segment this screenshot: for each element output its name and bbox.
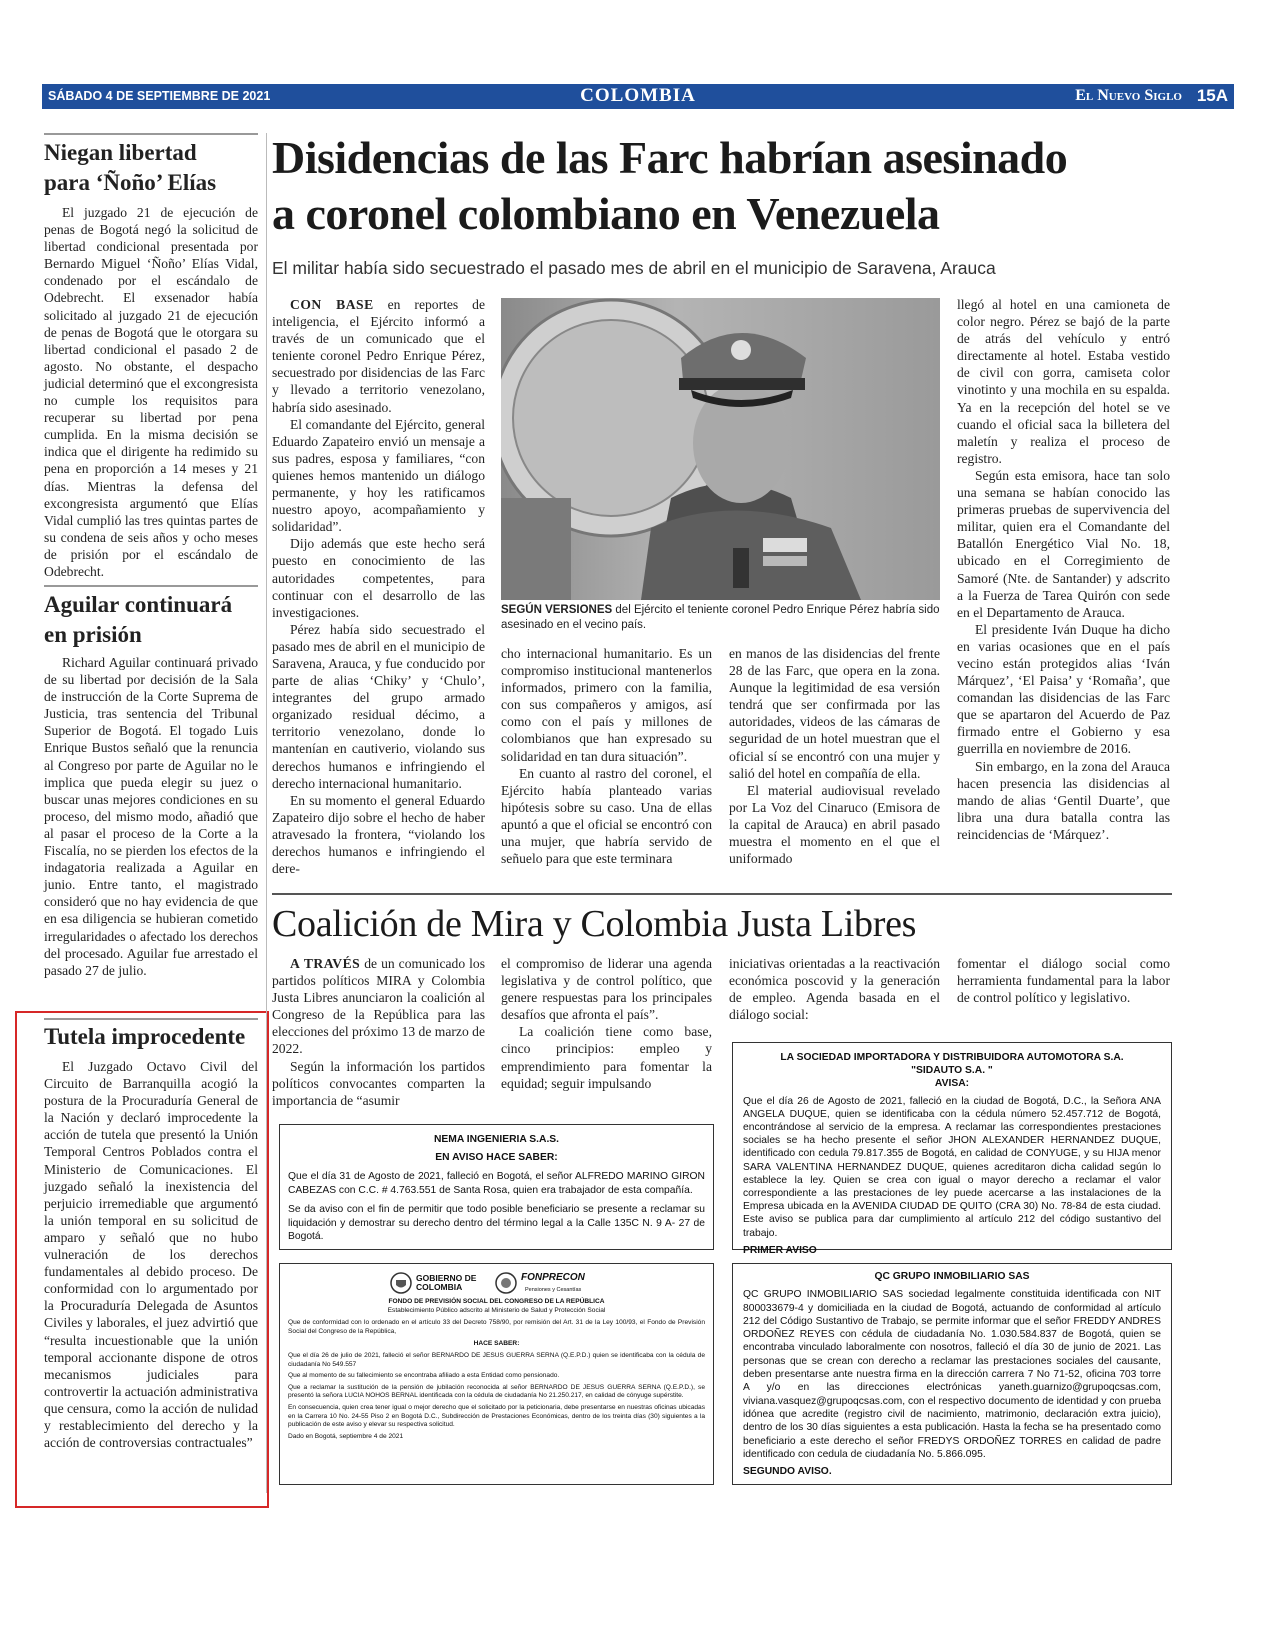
second-c1-p1 [272,955,485,1058]
column-divider [266,133,267,1493]
main-col3-p2: El material audiovisual revelado por La Voz del Cinaruco (Emisora de la capital de Arauca) en abril pasado muestra el momento en el que el uniformado [729,782,940,867]
logo-gobierno [390,1272,490,1296]
second-c4-p1: fomentar el diálogo social como herramienta fundamental para la labor de control político y legislativo. [957,956,1170,1006]
main-headline-line2: a coronel colombiano en Venezuela [272,188,940,239]
ad-nema [279,1124,714,1250]
header-section: COLOMBIA [580,85,696,106]
main-subhead: El militar había sido secuestrado el pasado mes de abril en el municipio de Saravena, Arauca [272,258,996,278]
ad-fonprecon-p6: Dado en Bogotá, septiembre 4 de 2021 [288,1432,404,1440]
caption-text: del Ejército el teniente coronel Pedro Enrique Pérez habría sido asesinado en el vecino país. [501,604,940,631]
photo-caption [501,603,940,633]
ad-qc-footer: SEGUNDO AVISO. [743,1466,832,1478]
main-col1-p2: El comandante del Ejército, general Eduardo Zapateiro envió un mensaje a sus padres, esposa y familiares, “con quienes hemos mantenido un diálogo permanente, y hoy les ratificamos nuestro apoyo, acompañamiento y solidaridad”. [272,416,485,535]
main-col3-p1: en manos de las disidencias del frente 28 de las Farc, que opera en la zona. Aunque la legitimidad de esa versión tendrá que ser confirmada por las autoridades, videos de las cámaras de seguridad de un hotel muestran que el oficial sí se encontró con una mujer y salió del hotel en compañía de ella. [729,646,940,781]
main-col-4 [957,296,1170,843]
caption-lead: SEGÚN VERSIONES [501,604,613,616]
ad-nema-title: NEMA INGENIERIA S.A.S. [433,1134,560,1145]
logo-gobierno-text: GOBIERNO DE COLOMBIA [416,1273,477,1292]
ad-nema-p2: Se da aviso con el fin de permitir que todo posible beneficiario se presente a reclamar su liquidación y demostrar su derecho dentro del término legal a la Calle 135C N. 9 A- 27 de Bogotá. [288,1204,705,1242]
logo-fonprecon-sub: Pensiones y Cesantías [525,1287,582,1293]
ad-qc [732,1263,1172,1485]
sidebar-2-title [44,590,258,650]
gobierno-shield-icon [390,1272,412,1294]
sidebar-3-title: Tutela improcedente [44,1024,246,1049]
main-col-2 [501,645,712,867]
main-col1-p4: Pérez había sido secuestrado el pasado mes de abril en el municipio de Saravena, Arauca, y fue conducido por parte de alias ‘Chiky’ y ‘Chulo’, integrantes del grupo armado organizado residual décimo, a territorio venezolano, donde lo mantenían en cautiverio, violando sus derechos humanos e infringiendo el derecho internacional humanitario. [272,621,485,791]
ad-fonprecon-p5: En consecuencia, quien crea tener igual o mejor derecho que el solicitado por la peticionaria, debe presentarse en nuestras oficinas ubicadas en la Carrera 10 No. 24-55 Piso 2 en Bogotá D.C., Subdirección de Prestaciones Económicas, dentro de los treinta días (30) siguientes a la publicación de este aviso y elevar su respectiva solicitud. [288,1403,705,1429]
main-col4-p1: llegó al hotel en una camioneta de color negro. Pérez se bajó de la parte de atrás del vehículo y entró directamente al hotel. Estaba vestido de civil con gorra, camiseta color vinotinto y una mochila en su espalda. Ya en la recepción del hotel se ve cuando el oficial saca la billetera del maletín y realiza el proceso de registro. [957,297,1170,466]
main-col1-p1-text: en reportes de inteligencia, el Ejército informó a través de un comunicado que el teniente coronel Pedro Enrique Pérez, secuestrado por disidencias de las Farc y llevado a territorio venezolano, habría sido asesinado. [272,297,486,415]
main-headline [272,130,1232,242]
logo-fonprecon [495,1272,605,1296]
sidebar-rule-2 [44,585,258,587]
main-col1-p5: En su momento el general Eduardo Zapateiro dijo sobre el hecho de haber atravesado la frontera, “violando los derechos humanos e infringiendo el dere- [272,792,485,877]
article-separator [272,893,1172,895]
header-date: SÁBADO 4 DE SEPTIEMBRE DE 2021 [48,89,271,103]
ad-sidauto-body: Que el día 26 de Agosto de 2021, falleció en la ciudad de Bogotá, D.C., la Señora ANA ANGELA DUQUE, quien se identificaba con la cédula número 52.457.712 de Bogotá, encontrándose al servicio de la empresa. A reclamar las correspondientes prestaciones sociales se ha hecho presente el señor JHON ALEXANDER HERNANDEZ DUQUE, identificado con cedula 79.817.355 de Bogotá, en calidad de CONYUGE, y su HIJA menor SARA VALENTINA HERNANDEZ DUQUE, quienes acreditaron dicha calidad según lo establece la ley. Quien se crea con igual o mayor derecho a reclamar el valor correspondiente a las prestaciones de ley puede acercarse a las instalaciones de la Empresa ubicada en la AVENIDA CIUDAD DE QUITO (CRA 30) No. 78-84 de esta ciudad. Este aviso se publica para dar cumplimiento al artículo 212 del código sustantivo del trabajo. [743,1095,1161,1239]
sidebar-1-text: El juzgado 21 de ejecución de penas de Bogotá negó la solicitud de libertad condicional presentada por Bernardo Miguel ‘Ñoño’ Elías Vidal, condenado por el escándalo de Odebrecht. El exsenador había solicitado al juzgado 21 de ejecución de penas de Bogotá que le otorgara su libertad condicional el pasado 2 de agosto. No obstante, el despacho judicial determinó que el excongresista no cumple los requisitos para recuperar su libertad por pena cumplida. En la misma decisión se indica que el dirigente ha redimido su pena en proporción a 14 meses y 21 días. Mientras la defensa del excongresista argumentó que Elías Vidal cumplió las tres quintas partes de su condena de seis años y ocho meses de prisión por el escándalo de Odebrecht. [44,205,258,579]
sidebar-1-body [44,204,258,580]
main-col2-p1: cho internacional humanitario. Es un compromiso institucional mantenerlos informados, primero con la familia, con sus compañeros y amigos, así como con el país y millones de colombianos que han expresado su solidaridad en tan dura situación”. [501,646,712,764]
main-col2-p2: En cuanto al rastro del coronel, el Ejército había planteado varias hipótesis sobre su caso. Una de ellas apuntó a que el oficial se encontró con una mujer, que habría servido de señuelo para que este terminara [501,765,712,867]
sidebar-3-body [44,1058,258,1451]
sidebar-rule-top [44,133,258,135]
ad-sidauto-avisa: AVISA: [934,1078,970,1090]
second-c1-p1-text: de un comunicado los partidos políticos MIRA y Colombia Justa Libres anunciaron la coalición al Congreso de la República para las elecciones del próximo 13 de marzo de 2022. [272,956,485,1057]
ad-fonprecon-subtitle: Establecimiento Público adscrito al Ministerio de Salud y Protección Social [387,1306,606,1314]
sidebar-2-text: Richard Aguilar continuará privado de su libertad por decisión de la Sala de instrucción de la Corte Suprema de Justicia, tras sentencia del Tribunal Superior de Bogotá. El togado Luis Enrique Bustos señaló que la renuncia al Congreso por parte de Aguilar no le implica que pueda elegir su juez o buscar unas mejores condiciones en su proceso, del mismo modo, añadió que al pasar el proceso de la Corte a la Fiscalía, no se pierden los efectos de la indagatoria realizada a Aguilar en junio. Entre tanto, el magistrado consideró que no hay evidencia de que en esa diligencia se hubieran cometido irregularidades o afectado los derechos del procesado. Aguilar fue arrestado el pasado 27 de julio. [44,655,258,978]
ad-fonprecon-p1: Que de conformidad con lo ordenado en el artículo 33 del Decreto 758/90, por remisión del Art. 31 de la Ley 100/93, el Fondo de Previsión Social del Congreso de la República, [288,1319,705,1335]
sidebar-3-text: El Juzgado Octavo Civil del Circuito de Barranquilla acogió la postura de la Procuraduría General de la Nación y declaró improcedente la acción de tutela que presentó la Unión Temporal Centros Poblados contra el Ministerio de Comunicaciones. El juzgado señaló la inexistencia del perjuicio irremediable que argumentó la unión temporal en su solicitud de amparo y señaló que no hubo vulneración de los derechos fundamentales al debido proceso. De conformidad con lo argumentado por la Procuraduría Delegada de Asuntos Civiles y laborales, el juez advirtió que “resulta incuestionable que la unión temporal accionante dispone de otros mecanismos judiciales para controvertir la actuación administrativa que censura, como la acción de nulidad y restablecimiento del derecho y la acción de controversias contractuales” [44,1059,259,1451]
sidebar-1-title-line1: Niegan libertad [44,140,197,165]
second-c2-p2: La coalición tiene como base, cinco principios: empleo y emprendimiento para fomentar la equidad; seguir impulsando [501,1024,712,1091]
sidebar-2-title-line1: Aguilar continuará [44,592,233,617]
main-col4-p2: Según esta emisora, hace tan solo una semana se habían conocido las primeras pruebas de supervivencia del militar, quien era el Comandante del Batallón Energético Vial No. 18, ubicado en el Corregimiento de Samoré (Nte. de Santander) y adscrito a la Fuerza de Tarea Quirón con sede en el Departamento de Arauca. [957,467,1170,620]
ad-qc-title: QC GRUPO INMOBILIARIO SAS [874,1271,1030,1282]
main-lead: CON BASE [290,297,374,312]
ad-fonprecon-p3: Que al momento de su fallecimiento se encontraba afiliado a esta Entidad como pensionado. [288,1372,560,1380]
sidebar-rule-3 [44,1018,258,1020]
second-col-2 [501,955,712,1092]
ad-sidauto-footer: PRIMER AVISO [743,1244,817,1256]
fonprecon-emblem-icon [495,1272,517,1294]
ad-fonprecon-title: FONDO DE PREVISIÓN SOCIAL DEL CONGRESO DE LA REPÚBLICA [388,1298,605,1305]
second-col-3 [729,955,940,1023]
ad-nema-subtitle: EN AVISO HACE SABER: [435,1151,558,1163]
second-col-1 [272,955,485,1109]
ad-sidauto-company: "SIDAUTO S.A. " [911,1065,993,1077]
photo-officer-illustration [501,298,940,600]
ad-sidauto-title: LA SOCIEDAD IMPORTADORA Y DISTRIBUIDORA AUTOMOTORA S.A. [780,1052,1124,1063]
second-c3-p1: iniciativas orientadas a la reactivación económica poscovid y la generación de empleo. Agenda basada en el diálogo social: [729,956,940,1023]
second-col-4 [957,955,1170,1006]
second-headline: Coalición de Mira y Colombia Justa Libres [272,903,917,945]
ad-fonprecon [279,1263,714,1485]
ad-fonprecon-hace-saber: HACE SABER: [473,1340,520,1348]
second-lead: A TRAVÉS [290,956,361,971]
logo-fonprecon-text: FONPRECON [521,1272,585,1283]
main-col4-p3: El presidente Iván Duque ha dicho en varias ocasiones que en el país vecino están protegidos alias ‘Iván Márquez’, ‘El Paisa’ y ‘Romaña’, que comandan las disidencias de las Farc que se apartaron del Acuerdo de Paz firmado entre el Gobierno y esa guerrilla en noviembre de 2016. [957,621,1170,757]
main-headline-line1: Disidencias de las Farc habrían asesinado [272,132,1068,183]
header-page-number: 15A [1196,86,1228,105]
header-bar [42,84,1234,109]
article-photo [501,298,940,600]
second-c1-p2: Según la información los partidos políticos convocantes comparten la importancia de “asumir [272,1058,485,1108]
ad-fonprecon-p2: Que el día 26 de julio de 2021, falleció el señor BERNARDO DE JESUS GUERRA SERNA (Q.E.P.D.) quien se identificaba con la cédula de ciudadanía No 549.557 [288,1351,705,1368]
main-col1-p1 [272,296,485,416]
main-col-1 [272,296,485,877]
main-col1-p3: Dijo además que este hecho será puesto en conocimiento de las autoridades competentes, para continuar con el desarrollo de las investigaciones. [272,536,485,620]
sidebar-2-title-line2: en prisión [44,622,142,647]
main-col-3 [729,645,940,867]
ad-qc-body: QC GRUPO INMOBILIARIO SAS sociedad legalmente constituida identificada con NIT 800033679-4 y domiciliada en la ciudad de Bogotá, actuando de conformidad al artículo 212 del Código Sustantivo de Trabajo, se permite informar que el señor FREDDY ANDRES ORDOÑEZ REYES con cédula de ciudadanía No. 1.030.584.837 de Bogotá, quien se encontraba vinculado laboralmente con nosotros, falleció el día 30 de junio de 2021. Las personas que se crean con derecho a reclamar las prestaciones sociales del causante, deben presentarse ante nuestra firma en la dirección carrera 7 No 71-52, oficina 703 torre A y/o en las direcciones electrónicas yaneth.guarnizo@grupoqcsas.com, viviana.vasquez@grupoqcsas.com, con el respectivo documento de identidad y con prueba idónea que acredite (registro civil de nacimiento, matrimonio, declaración extra juicio), dentro de los 30 días siguientes a esta publicación. Hasta la fecha se ha presentado como beneficiario a este derecho el señor FREDYS ORDOÑEZ TORRES en calidad de padre identificado con cedula de ciudadanía No. 5.866.095. [743,1289,1161,1460]
ad-sidauto [732,1042,1172,1256]
header-paper: El Nuevo Siglo [1075,87,1182,104]
main-col4-p4: Sin embargo, en la zona del Arauca hacen presencia las disidencias al mando de alias ‘Gentil Duarte’, que libra una dura batalla contra las reincidencias de ‘Márquez’. [957,758,1170,842]
second-c2-p1: el compromiso de liderar una agenda legislativa y de control político, que genere respuestas para los principales desafíos que afronta el país”. [501,956,712,1023]
ad-nema-p1: Que el día 31 de Agosto de 2021, falleció en Bogotá, el señor ALFREDO MARINO GIRON CABEZAS con C.C. # 4.763.551 de Santa Rosa, quien era trabajador de esta compañía. [288,1171,705,1196]
sidebar-1-title-line2: para ‘Ñoño’ Elías [44,170,217,195]
sidebar-1-title [44,138,258,198]
sidebar-2-body [44,654,258,979]
ad-fonprecon-p4: Que a reclamar la sustitución de la pensión de jubilación reconocida al señor BERNARDO DE JESUS GUERRA SERNA (Q.E.P.D.), se presentó la señora LUCIA NOHOS BERNAL identificada con la cédula de ciudadanía No 21.250.217, en calidad de cónyuge supérstite. [288,1383,705,1400]
